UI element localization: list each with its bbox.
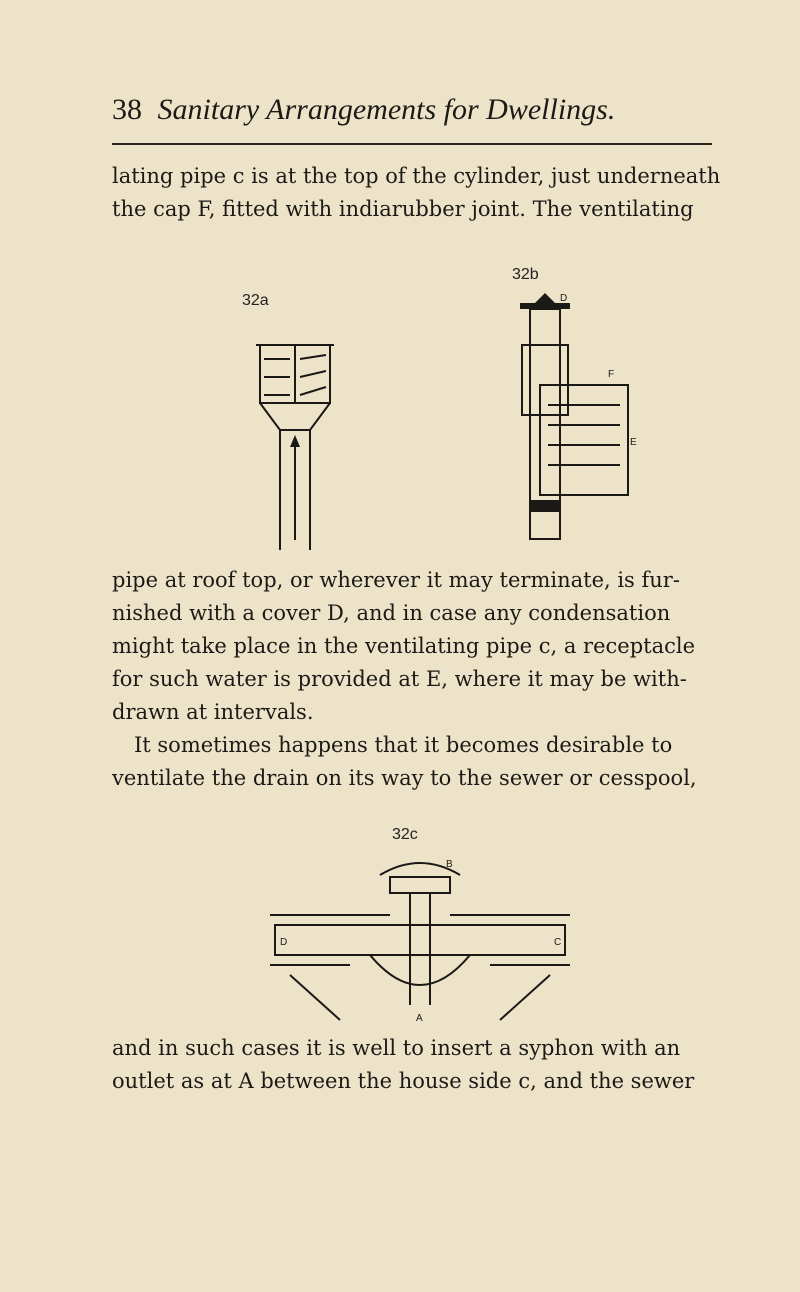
page-number: 38 bbox=[112, 93, 142, 126]
figure-c-letter-b: B bbox=[446, 859, 453, 870]
text-line: for such water is provided at E, where it may be with- bbox=[112, 667, 687, 691]
figure-b-letter-f: F bbox=[608, 369, 615, 380]
figure-b-letter-e: E bbox=[630, 437, 637, 448]
text-line: the cap F, fitted with indiarubber joint. The ventilating bbox=[112, 197, 694, 221]
text-line: lating pipe c is at the top of the cylinder, just underneath bbox=[112, 164, 721, 188]
figure-c-label: 32c bbox=[392, 826, 418, 843]
figure-b-drawing bbox=[500, 285, 640, 555]
figure-c-letter-c: C bbox=[554, 937, 562, 948]
text-line: pipe at roof top, or wherever it may terminate, is fur- bbox=[112, 568, 680, 592]
text-line: ventilate the drain on its way to the sewer or cesspool, bbox=[112, 766, 697, 790]
text-line: might take place in the ventilating pipe c, a receptacle bbox=[112, 634, 696, 658]
paragraph-2 bbox=[112, 564, 712, 795]
text-line: It sometimes happens that it becomes desirable to bbox=[134, 733, 673, 757]
text-line: and in such cases it is well to insert a syphon with an bbox=[112, 1036, 681, 1060]
figure-c-letter-a: A bbox=[416, 1013, 423, 1024]
figure-a-label: 32a bbox=[242, 292, 269, 309]
running-header bbox=[112, 92, 702, 128]
text-line: drawn at intervals. bbox=[112, 700, 314, 724]
paragraph-1 bbox=[112, 160, 721, 226]
paragraph-4 bbox=[112, 1032, 712, 1098]
figure-b-letter-d: D bbox=[560, 293, 568, 304]
text-line: nished with a cover D, and in case any condensation bbox=[112, 601, 671, 625]
figure-c-letter-d: D bbox=[280, 937, 288, 948]
figure-a-drawing bbox=[250, 335, 340, 555]
figure-b-label: 32b bbox=[512, 266, 539, 283]
header-rule bbox=[112, 143, 712, 145]
running-title: Sanitary Arrangements for Dwellings. bbox=[157, 93, 616, 126]
figure-c-drawing bbox=[270, 855, 570, 1025]
text-line: outlet as at A between the house side c, and the sewer bbox=[112, 1069, 695, 1093]
